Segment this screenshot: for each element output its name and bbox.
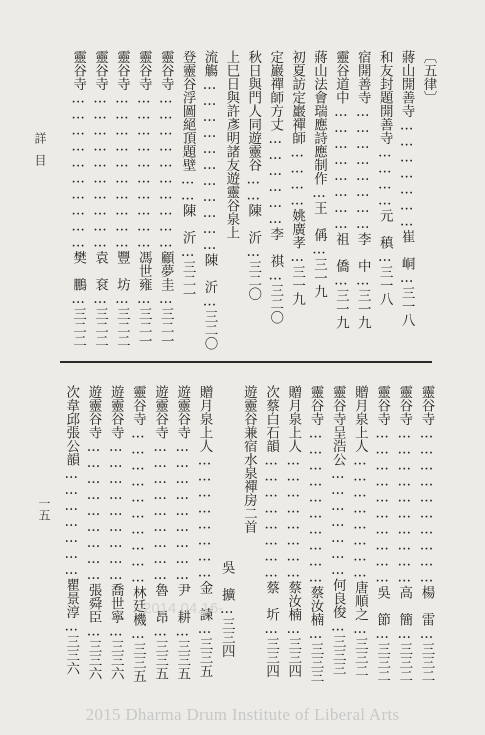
top-entry: 上巳日與許彥明諸友遊靈谷泉上 <box>223 50 240 239</box>
top-entry: 〔五律〕 <box>420 50 437 104</box>
bottom-entry: 遊靈谷寺………………………尹 耕…三三五 <box>174 385 191 680</box>
bottom-entry: 贈月泉上人……………………金 諫…三三五 <box>196 385 213 678</box>
bottom-entry: 贈月泉上人……………………唐順之…三三二 <box>351 385 368 678</box>
top-entry: 流觴……………………………陳 沂…三二〇 <box>201 50 218 350</box>
bottom-entry: 次韋邱張公韻…………………瞿景淳…三三六 <box>63 385 80 675</box>
bottom-entry: 靈谷寺…………………………林廷機…三三五 <box>129 385 146 683</box>
bottom-entry: 靈谷寺…………………………吳 節…三三二 <box>374 385 391 683</box>
side-title: 詳目 <box>33 132 47 176</box>
top-entry: 靈谷寺…………………………顧夢圭…三二一 <box>157 50 174 348</box>
top-entry: 靈谷寺…………………………馮世雍…三二一 <box>135 50 152 348</box>
bottom-entry: 靈谷寺…………………………楊 雷…三三二 <box>418 385 435 683</box>
top-entry: 蔣山開善寺…………………崔 峒…三一八 <box>398 50 415 327</box>
bottom-entry: 靈谷寺…………………………高 簡…三三二 <box>396 385 413 683</box>
watermark: 2015 Dharma Drum Institute of Liberal Arts <box>85 705 400 724</box>
top-entry: 靈谷寺…………………………樊 鵬…三二二 <box>70 50 87 348</box>
bottom-entry: 靈谷寺呈浩公…………………何良俊…三三三 <box>329 385 346 675</box>
bottom-entry: 吳 擴…三三四 <box>218 385 235 658</box>
section-divider <box>60 361 432 363</box>
top-entry: 靈谷道中……………………祖 僑…三一九 <box>332 50 349 329</box>
bottom-entry: 遊靈谷寺………………………張舜臣…三三六 <box>85 385 102 680</box>
top-entry: 靈谷寺…………………………豐 坊…三二二 <box>113 50 130 348</box>
top-entry: 定巖禪師方丈………………李 祺…三二〇 <box>267 50 284 324</box>
top-entry: 初夏訪定巖禪師…………姚廣孝…三一九 <box>289 50 306 306</box>
date-stamp: -2014.04.16- <box>138 600 224 617</box>
top-entry: 蔣山法會瑞應詩應制作…王 偁…三一九 <box>311 50 327 298</box>
top-entry: 靈谷寺…………………………袁 袞…三二二 <box>92 50 108 348</box>
top-entry: 登靈谷浮圖絕頂題壁……陳 沂…三二一 <box>179 50 196 301</box>
bottom-entry: 次蔡白石韻……………………蔡 圻…三三四 <box>263 385 280 678</box>
bottom-entry: 遊靈谷寺………………………喬世寧…三三六 <box>107 385 124 680</box>
bottom-entry: 遊靈谷寺………………………魯 昂…三三五 <box>152 385 169 680</box>
top-entry: 和友封題開善寺…………元 稹…三一八 <box>376 50 393 306</box>
top-entry: 秋日與門人同遊靈谷……陳 沂…三二〇 <box>245 50 262 301</box>
bottom-entry: 遊靈谷兼宿水泉禪房二首 <box>240 385 257 534</box>
page-number: 一五 <box>37 497 51 521</box>
bottom-entry: 贈月泉上人……………………蔡汝楠…三三四 <box>285 385 302 678</box>
top-entry: 宿開善寺……………………李 中…三一九 <box>354 50 371 329</box>
bottom-entry: 靈谷寺…………………………蔡汝楠…三三三 <box>307 385 324 683</box>
